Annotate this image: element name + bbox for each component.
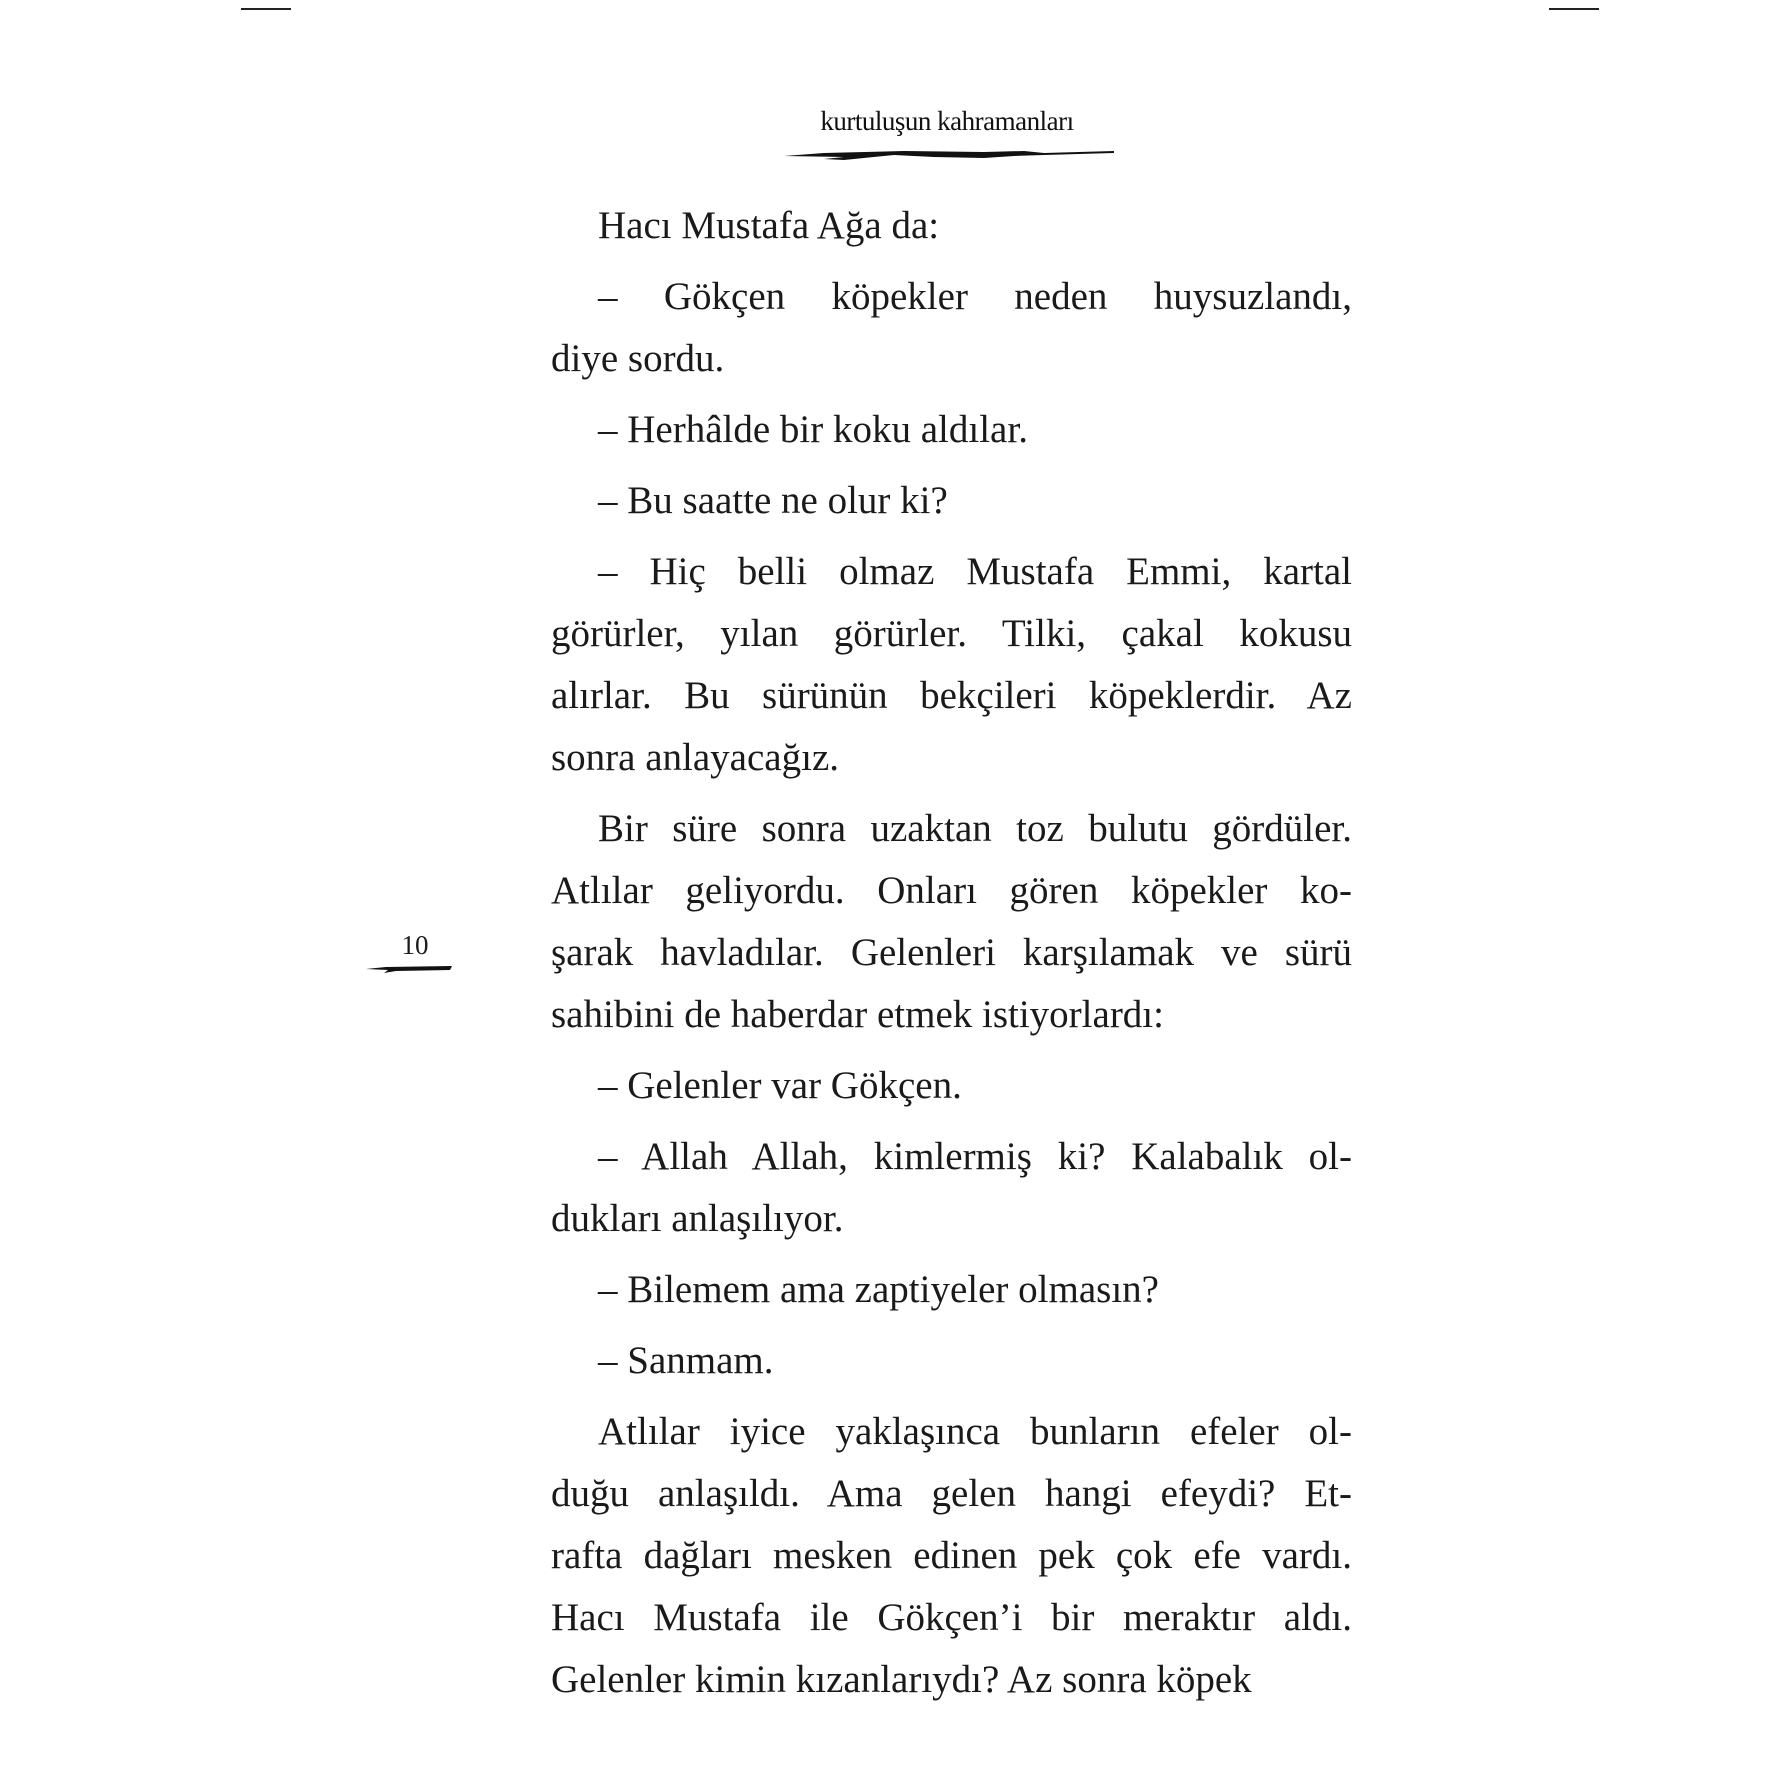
text-line: – Allah Allah, kimlermiş ki? Kalabalık ol- <box>598 1135 1352 1178</box>
text-line: diye sordu. <box>551 337 725 380</box>
text-line: görürler, yılan görürler. Tilki, çakal kokusu <box>551 612 1352 655</box>
page-number-swash-ornament <box>366 962 452 974</box>
text-line: sahibini de haberdar etmek istiyorlardı: <box>551 993 1164 1036</box>
body-text <box>551 195 1352 1720</box>
paragraph <box>551 1055 1352 1117</box>
text-line: dukları anlaşılıyor. <box>551 1197 844 1240</box>
crop-mark-right <box>1549 8 1599 10</box>
paragraph <box>551 470 1352 532</box>
paragraph <box>551 1126 1352 1250</box>
text-line: Hacı Mustafa Ağa da: <box>598 204 940 247</box>
text-line: Atlılar geliyordu. Onları gören köpekler ko- <box>551 869 1352 912</box>
text-line: Bir süre sonra uzaktan toz bulutu gördüler. <box>598 807 1352 850</box>
paragraph <box>551 541 1352 789</box>
text-line: rafta dağları mesken edinen pek çok efe vardı. <box>551 1534 1352 1577</box>
text-line: Gelenler kimin kızanlarıydı? Az sonra köpek <box>551 1658 1252 1701</box>
paragraph <box>551 1259 1352 1321</box>
text-line: – Gelenler var Gökçen. <box>598 1064 962 1107</box>
paragraph <box>551 1401 1352 1711</box>
paragraph <box>551 195 1352 257</box>
text-line: – Gökçen köpekler neden huysuzlandı, <box>598 275 1352 318</box>
text-line: Atlılar iyice yaklaşınca bunların efeler ol- <box>598 1410 1352 1453</box>
text-line: alırlar. Bu sürünün bekçileri köpeklerdir. Az <box>551 674 1352 717</box>
text-line: şarak havladılar. Gelenleri karşılamak ve sürü <box>551 931 1352 974</box>
text-line: – Hiç belli olmaz Mustafa Emmi, kartal <box>598 550 1352 593</box>
text-line: Hacı Mustafa ile Gökçen’i bir meraktır aldı. <box>551 1596 1352 1639</box>
running-header: kurtuluşun kahramanları <box>820 106 1074 136</box>
paragraph <box>551 399 1352 461</box>
crop-mark-left <box>241 8 291 10</box>
page-number: 10 <box>401 930 429 960</box>
paragraph <box>551 798 1352 1046</box>
paragraph <box>551 266 1352 390</box>
text-line: duğu anlaşıldı. Ama gelen hangi efeydi? Et- <box>551 1472 1352 1515</box>
text-line: sonra anlayacağız. <box>551 736 840 779</box>
text-line: – Herhâlde bir koku aldılar. <box>598 408 1028 451</box>
header-swash-ornament <box>784 146 1114 164</box>
text-line: – Bu saatte ne olur ki? <box>598 479 948 522</box>
text-line: – Bilemem ama zaptiyeler olmasın? <box>598 1268 1159 1311</box>
text-line: – Sanmam. <box>598 1339 774 1382</box>
paragraph <box>551 1330 1352 1392</box>
